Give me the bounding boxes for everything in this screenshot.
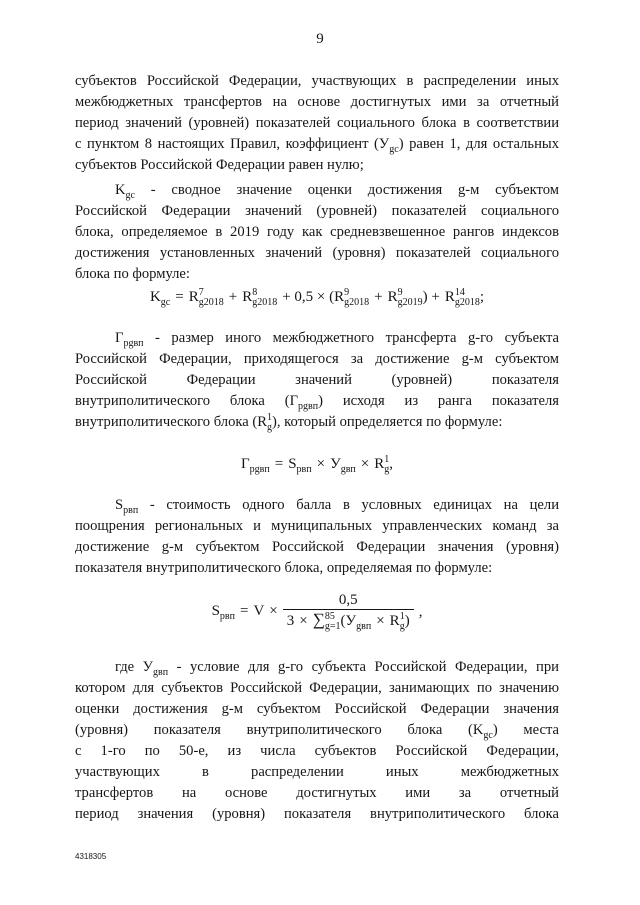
subscript: рgвп <box>123 338 144 349</box>
subscript: gвп <box>356 621 372 632</box>
formula-kgc <box>75 286 559 310</box>
subscript: gc <box>389 144 399 155</box>
text-line: трансфертов на основе достигнутых ими за отчетный <box>75 785 559 801</box>
text-line: блока по формуле: <box>75 266 190 282</box>
superscript: 1 <box>266 412 272 423</box>
subscript: g <box>266 422 272 433</box>
text-line <box>75 391 559 412</box>
text-line: участвующих в распределении иных межбюджетных <box>75 764 559 780</box>
fraction-numerator: 0,5 <box>338 592 358 608</box>
subscript: gвп <box>340 464 356 475</box>
math-symbol: (У <box>340 613 357 629</box>
text-segment: с пунктом 8 настоящих Правил, коэффициент ( <box>75 136 379 152</box>
math-symbol: Г <box>115 330 124 346</box>
text-line: поощрения региональных и муниципальных управленческих команд за <box>75 518 559 534</box>
text-line <box>75 412 559 433</box>
superscript: 8 <box>252 287 258 298</box>
math-symbol: R <box>387 289 398 305</box>
text-line <box>75 657 559 678</box>
formula-transfer <box>75 453 559 477</box>
math-symbol: V <box>253 603 265 619</box>
superscript: 85 <box>324 611 335 622</box>
text-line: субъектов Российской Федерации равен нулю; <box>75 157 364 173</box>
text-line: межбюджетных трансфертов на основе достигнутых ими за отчетный <box>75 94 559 110</box>
text-segment: - условие для g-го субъекта Российской Федерации, при <box>176 659 559 675</box>
formula-point-cost <box>75 592 559 632</box>
math-operator: ) + <box>422 289 440 305</box>
text-line: котором для субъектов Российской Федерации, занимающих по значению <box>75 680 559 696</box>
subscript: g2019 <box>397 297 423 308</box>
text-line <box>75 134 559 155</box>
math-operator: ; <box>479 289 485 305</box>
math-symbol: Г <box>240 456 250 472</box>
math-symbol: S <box>115 497 124 513</box>
math-operator: = <box>274 456 284 472</box>
text-line <box>75 328 559 349</box>
subscript: g2018 <box>252 297 278 308</box>
text-segment: ) равен 1, для остальных <box>398 136 559 152</box>
subscript: рвп <box>219 611 235 622</box>
subscript: рвп <box>296 464 312 475</box>
superscript: 9 <box>397 287 403 298</box>
document-code: 4318305 <box>75 852 107 861</box>
page-number: 9 <box>316 31 324 47</box>
text-line: оценки достижения g-м субъектом Российской Федерации значения <box>75 701 559 717</box>
subscript: рвп <box>123 505 139 516</box>
fraction <box>283 591 414 633</box>
text-line <box>75 720 559 741</box>
text-segment: ), который определяется по формуле: <box>271 414 503 430</box>
text-line: показателя внутриполитического блока, определяемая по формуле: <box>75 560 493 576</box>
subscript: g=1 <box>324 621 341 632</box>
supsub <box>199 288 224 308</box>
text-segment: ) исходя из ранга показателя <box>318 393 559 409</box>
supsub <box>252 288 277 308</box>
subscript: рgвп <box>249 464 270 475</box>
math-symbol: R <box>444 289 455 305</box>
subscript: g2018 <box>344 297 370 308</box>
sum-symbol: ∑ <box>312 610 325 629</box>
math-operator: × <box>316 456 326 472</box>
paragraph-point-cost-definition <box>75 495 559 579</box>
fraction-denominator <box>283 609 414 633</box>
text-segment: внутриполитического блока (R <box>75 414 267 430</box>
math-symbol: R <box>389 613 400 629</box>
math-operator: , <box>389 456 394 472</box>
math-operator: + <box>228 289 238 305</box>
superscript: 1 <box>384 454 390 465</box>
text-segment: - стоимость одного балла в условных единицах на цели <box>149 497 560 513</box>
supsub <box>344 288 369 308</box>
subscript: g <box>399 621 405 632</box>
text-line: период значения (уровня) показателя внутриполитического блока <box>75 806 559 822</box>
subscript: g <box>384 464 390 475</box>
superscript: 14 <box>454 287 465 298</box>
text-line: блока, определяемое в 2019 году как средневзвешенное рангов индексов <box>75 224 559 240</box>
text-line: период значений (уровней) показателей социального блока в соответствии <box>75 115 559 131</box>
subscript: рgвп <box>298 401 319 412</box>
math-symbol: S <box>288 456 297 472</box>
text-segment: - размер иного межбюджетного трансферта g-го субъекта <box>155 330 559 346</box>
math-symbol: 3 <box>286 613 295 629</box>
subscript: gвп <box>153 667 169 678</box>
text-segment: ) места <box>492 722 559 738</box>
text-segment: (уровня) показателя внутриполитического блока (K <box>75 722 484 738</box>
supsub <box>325 612 341 632</box>
subscript: gc <box>160 297 171 308</box>
math-symbol: У <box>378 136 390 152</box>
math-operator: × <box>376 613 385 629</box>
subscript: g2018 <box>454 297 480 308</box>
math-operator: × <box>269 603 278 619</box>
math-operator: = <box>239 603 249 619</box>
text-segment: где У <box>115 659 154 675</box>
math-symbol: R <box>188 289 199 305</box>
superscript: 7 <box>198 287 204 298</box>
text-line: Российской Федерации, приходящегося за достижение g-м субъектом <box>75 351 559 367</box>
supsub <box>455 288 480 308</box>
math-operator: × <box>360 456 370 472</box>
math-operator: = <box>175 289 184 305</box>
math-operator: + 0,5 × ( <box>282 289 335 305</box>
paragraph-condition-definition <box>75 657 559 825</box>
superscript: 9 <box>344 287 350 298</box>
math-symbol: R <box>242 289 253 305</box>
math-symbol: S <box>211 603 220 619</box>
subscript: g2018 <box>198 297 224 308</box>
paragraph-kgc-definition <box>75 180 559 285</box>
text-line: достижения установленных значений (уровня) показателей социального <box>75 245 559 261</box>
superscript: 1 <box>399 611 405 622</box>
text-line: Российской Федерации значений (уровней) показателей социального <box>75 203 559 219</box>
math-operator: × <box>299 613 308 629</box>
paragraph-coefficient-continuation <box>75 71 559 176</box>
supsub <box>398 288 423 308</box>
formula-left-side <box>212 600 278 624</box>
math-operator: + <box>374 289 383 305</box>
math-symbol: K <box>149 289 161 305</box>
text-segment: - сводное значение оценки достижения g-м субъектом <box>150 182 559 198</box>
subscript: gc <box>483 730 493 741</box>
text-line <box>75 180 559 201</box>
math-symbol: У <box>330 456 341 472</box>
math-symbol: R <box>374 456 385 472</box>
text-segment: внутриполитического блока (Г <box>75 393 299 409</box>
math-symbol: ) <box>404 613 410 629</box>
math-symbol: R <box>334 289 345 305</box>
paragraph-transfer-definition <box>75 328 559 433</box>
text-line: с 1-го по 50-е, из числа субъектов Российской Федерации, <box>75 743 559 759</box>
text-line: субъектов Российской Федерации, участвующих в распределении иных <box>75 73 559 89</box>
math-operator: , <box>418 604 423 620</box>
text-line: Российской Федерации значений (уровней) показателя <box>75 372 559 388</box>
text-line: достижение g-м субъектом Российской Федерации значения (уровня) <box>75 539 559 555</box>
text-line <box>75 495 559 516</box>
math-symbol: K <box>115 182 126 198</box>
subscript: gc <box>125 190 135 201</box>
